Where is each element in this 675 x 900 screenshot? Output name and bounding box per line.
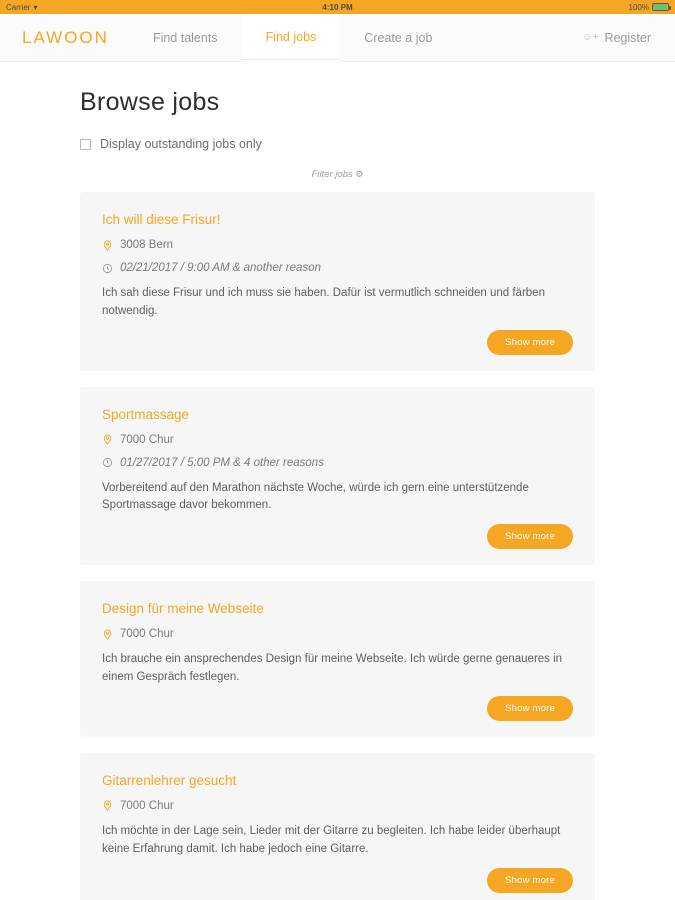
job-description: Ich sah diese Frisur und ich muss sie haben. Dafür ist vermutlich schneiden und färben notwendig.	[102, 287, 545, 317]
job-location: 7000 Chur	[120, 628, 174, 641]
filter-jobs-toggle[interactable]	[0, 169, 675, 180]
top-navigation-bar	[0, 14, 675, 62]
job-time-row	[102, 262, 573, 274]
job-card[interactable]	[80, 192, 595, 371]
gear-icon: ⚙	[355, 169, 364, 179]
job-location-row	[102, 628, 573, 640]
brand-logo[interactable]: LAWOON	[22, 27, 109, 47]
battery-icon	[652, 3, 669, 11]
job-card[interactable]	[80, 387, 595, 566]
show-more-button[interactable]: Show more	[487, 696, 573, 721]
outstanding-jobs-checkbox-row[interactable]	[0, 137, 675, 151]
job-time-row	[102, 457, 573, 469]
nav-item-find-talents[interactable]: Find talents	[129, 14, 242, 61]
register-label: Register	[604, 30, 651, 45]
job-time: 02/21/2017 / 9:00 AM & another reason	[120, 262, 321, 274]
wifi-icon: ▾	[33, 2, 38, 12]
job-title[interactable]: Sportmassage	[102, 406, 190, 422]
job-location-row	[102, 800, 573, 812]
nav-item-find-jobs[interactable]: Find jobs	[242, 14, 341, 62]
show-more-button[interactable]: Show more	[487, 330, 573, 355]
job-description: Ich möchte in der Lage sein, Lieder mit der Gitarre zu begleiten. Ich habe leider überhaupt keine Erfahrung damit. Ich habe jedoch eine Gitarre.	[102, 824, 561, 855]
show-more-button[interactable]: Show more	[487, 524, 573, 549]
job-location: 7000 Chur	[120, 433, 174, 446]
filter-jobs-label: Filter jobs	[311, 169, 353, 180]
job-card-list	[0, 180, 675, 900]
outstanding-jobs-label: Display outstanding jobs only	[100, 137, 262, 151]
outstanding-jobs-checkbox[interactable]	[80, 139, 91, 150]
job-card[interactable]	[80, 581, 595, 737]
nav-item-create-a-job[interactable]: Create a job	[340, 14, 456, 61]
job-title[interactable]: Ich will diese Frisur!	[102, 212, 221, 227]
location-pin-icon	[102, 240, 113, 251]
job-description: Vorbereitend auf den Marathon nächste Woche, würde ich gern eine unterstützende Sportmassage davor bekommen.	[102, 481, 529, 512]
location-pin-icon	[102, 629, 113, 640]
job-location-row	[102, 239, 573, 251]
job-location: 3008 Bern	[120, 239, 174, 251]
nav-items	[129, 14, 456, 61]
job-card[interactable]	[80, 753, 595, 900]
job-location: 7000 Chur	[120, 799, 174, 812]
page-title: Browse jobs	[80, 88, 220, 116]
person-add-icon: ☺+	[582, 32, 599, 43]
carrier-label: Carrier	[6, 2, 31, 12]
job-title[interactable]: Design für meine Webseite	[102, 601, 264, 617]
clock-icon	[102, 263, 113, 274]
job-title[interactable]: Gitarrenlehrer gesucht	[102, 772, 237, 788]
location-pin-icon	[102, 434, 113, 445]
location-pin-icon	[102, 800, 113, 811]
page-content	[0, 62, 675, 900]
show-more-button[interactable]: Show more	[487, 868, 573, 893]
job-description: Ich brauche ein ansprechendes Design für meine Webseite. Ich würde gerne genaueres in einem Gespräch festlegen.	[102, 653, 563, 684]
clock-icon	[102, 457, 113, 468]
battery-percent-label: 100%	[628, 2, 649, 12]
ios-status-bar	[0, 0, 675, 14]
job-time: 01/27/2017 / 5:00 PM & 4 other reasons	[120, 456, 324, 469]
status-bar-clock: 4:10 PM	[322, 2, 353, 12]
job-location-row	[102, 434, 573, 446]
register-link[interactable]	[582, 14, 675, 61]
